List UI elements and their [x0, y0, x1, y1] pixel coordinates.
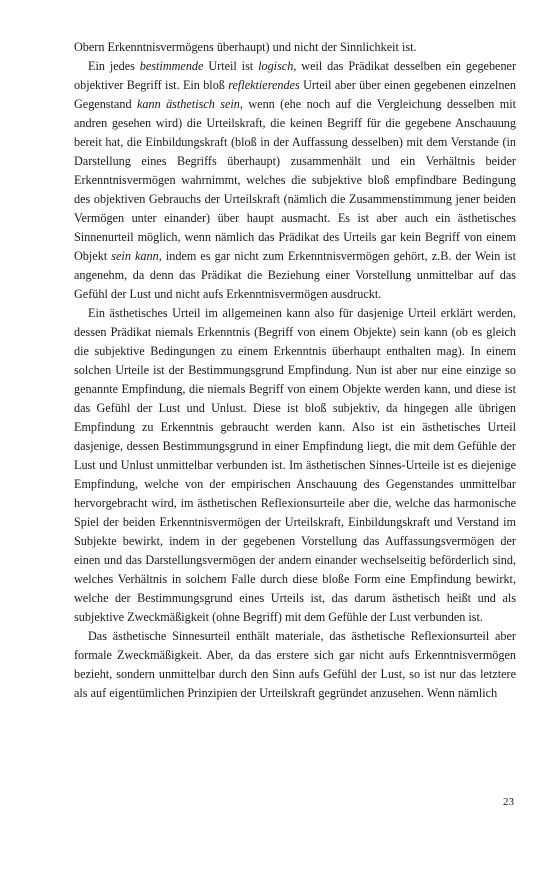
emphasis-text: bestimmende [139, 59, 204, 73]
text-run: , wenn (ehe noch auf die Vergleichung desselben mit andren gesehen wird) die Urteilskraft, die keinen Begriff für die gegebene Anschauung bereit hat, die Einbildungskraft (bloß in der Auffassung desselben) mit dem Verstande (in Darstellung eines Begriffs überhaupt) zusammenhält und ein Verhältnis beider Erkenntnisvermögen wahrnimmt, welches die subjektive bloß empfindbare Bedingung des objektiven Gebrauchs der Urteilskraft (nämlich die Zusammenstimmung jener beiden Vermögen unter einander) über haupt ausmacht. Es ist aber auch ein ästhetisches Sinnenurteil möglich, wenn nämlich das Prädikat des Urteils gar kein Begriff von einem Objekt [74, 97, 516, 263]
text-run: , indem es gar nicht zum Erkenntnisvermögen gehört, z.B. der Wein ist angenehm, da denn das Prädikat die Beziehung einer Vorstellung unmittelbar auf das Gefühl der Lust und nicht aufs Erkenntnisvermögen ausdruckt. [74, 249, 517, 301]
emphasis-text: logisch [258, 59, 294, 73]
page-number: 23 [503, 796, 514, 808]
emphasis-text: sein kann [111, 249, 159, 263]
paragraph-3 [74, 304, 516, 627]
paragraph-1 [74, 38, 516, 57]
text-run: Ein jedes [88, 59, 140, 73]
paragraph-2 [74, 57, 516, 304]
paragraph-4 [74, 627, 516, 703]
text-run: Das ästhetische Sinnesurteil enthält materiale, das ästhetische Reflexionsurteil aber formale Zweckmäßigkeit. Aber, da das erstere sich gar nicht aufs Erkenntnisvermögen bezieht, sondern unmittelbar durch den Sinn aufs Gefühl der Lust, so ist nur das letztere als auf eigentümlichen Prinzipien der Urteilskraft gegründet anzusehen. Wenn nämlich [74, 629, 516, 700]
text-run: Urteil ist [203, 59, 259, 73]
emphasis-text: kann ästhetisch sein [136, 97, 240, 111]
body-text [74, 38, 516, 703]
text-run: Urteil aber über einen gegebenen einzelnen Gegenstand [74, 78, 516, 111]
text-run: Obern Erkenntnisvermögens überhaupt) und nicht der Sinnlichkeit ist. [74, 40, 417, 54]
emphasis-text: reflektierendes [228, 78, 300, 92]
text-run: , weil das Prädikat desselben ein gegebener objektiver Begriff ist. Ein bloß [74, 59, 517, 92]
text-run: Ein ästhetisches Urteil im allgemeinen kann also für dasjenige Urteil erklärt werden, dessen Prädikat niemals Erkenntnis (Begriff von einem Objekte) sein kann (ob es gleich die subjektive Bedingungen zu einem Erkenntnis überhaupt enthalten mag). In einem solchen Urteile ist der Bestimmungsgrund Empfindung. Nun ist aber nur eine einzige so genannte Empfindung, die niemals Begriff von einem Objekte werden kann, und diese ist das Gefühl der Lust und Unlust. Diese ist bloß subjektiv, da hingegen alle übrigen Empfindung zu Erkenntnis gebraucht werden kann. Also ist ein ästhetisches Urteil dasjenige, dessen Bestimmungsgrund in einer Empfindung liegt, die mit dem Gefühle der Lust und Unlust unmittelbar verbunden ist. Im ästhetischen Sinnes-Urteile ist es diejenige Empfindung, welche von der empirischen Anschauung des Gegenstandes unmittelbar hervorgebracht wird, im ästhetischen Reflexionsurteile aber die, welche das harmonische Spiel der beiden Erkenntnisvermögen der Urteilskraft, Einbildungskraft und Verstand im Subjekte bewirkt, indem in der gegebenen Vorstellung das Auffassungsvermögen der einen und das Darstellungsvermögen der andern einander wechselseitig beförderlich sind, welches Verhältnis in solchem Falle durch diese bloße Form eine Empfindung bewirkt, welche der Bestimmungsgrund eines Urteils ist, das darum ästhetisch heißt und als subjektive Zweckmäßigkeit (ohne Begriff) mit dem Gefühle der Lust verbunden ist. [74, 306, 516, 624]
